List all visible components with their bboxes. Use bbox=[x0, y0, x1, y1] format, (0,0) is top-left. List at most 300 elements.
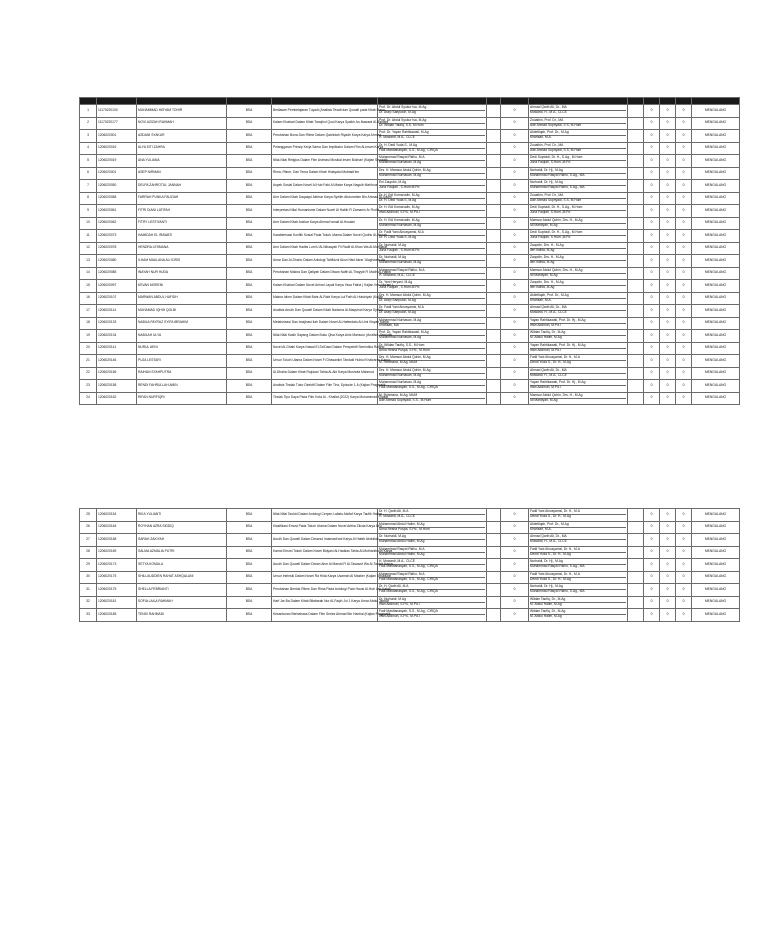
score-cell: 0 bbox=[644, 180, 660, 193]
supervisors-cell bbox=[378, 105, 487, 118]
examiner-1: Fadil Yani Ainusyamsi, Dr. H., M.A bbox=[530, 571, 580, 576]
blank-cell bbox=[487, 559, 501, 572]
blank-cell bbox=[628, 609, 644, 622]
thesis-title: Aspek Sosial Dalam Novel Al Hub Fabi Al Matar Karya Naguib Mahfouz bbox=[272, 180, 378, 193]
student-id: 1206020141 bbox=[97, 342, 137, 355]
examiner-2: Ade Ahmad Supriyadi, S.S, M.Hum bbox=[530, 123, 626, 128]
supervisors-cell bbox=[378, 230, 487, 243]
score-cell: 0 bbox=[644, 192, 660, 205]
supervisors-cell bbox=[378, 546, 487, 559]
table-row bbox=[80, 267, 740, 280]
examiner-1: Fadil Yani Ainusyamsi, Dr. H., M.A bbox=[530, 355, 580, 360]
row-number: 20 bbox=[80, 342, 97, 355]
supervisors-cell bbox=[378, 521, 487, 534]
blank-cell bbox=[487, 192, 501, 205]
score-cell: 0 bbox=[644, 205, 660, 218]
supervisors-cell bbox=[378, 267, 487, 280]
student-id: 1206020019 bbox=[97, 155, 137, 168]
study-program: BSA bbox=[227, 305, 272, 318]
score-cell: 0 bbox=[660, 546, 676, 559]
score-cell: 0 bbox=[676, 546, 692, 559]
table-row bbox=[80, 342, 740, 355]
score-cell: 0 bbox=[660, 330, 676, 343]
blank-cell bbox=[628, 167, 644, 180]
student-id: 1206020169 bbox=[97, 546, 137, 559]
supervisor-1: Dr. H. Qarib Ali, M.A bbox=[379, 509, 409, 514]
score-cell: 0 bbox=[660, 609, 676, 622]
blank-cell bbox=[628, 142, 644, 155]
score-cell: 0 bbox=[644, 117, 660, 130]
score-cell: 0 bbox=[660, 180, 676, 193]
student-name: FARRAH PUNKA FAUZIAH bbox=[137, 192, 227, 205]
table-row bbox=[80, 117, 740, 130]
row-number: 4 bbox=[80, 142, 97, 155]
table-row bbox=[80, 192, 740, 205]
status-cell: MENGULANG bbox=[692, 305, 740, 318]
status-cell: MENGULANG bbox=[692, 571, 740, 584]
examiner-2: Idi Mardiyah, M.Ag bbox=[530, 398, 626, 403]
examiners-cell bbox=[529, 292, 628, 305]
student-id: 1206020162 bbox=[97, 392, 137, 405]
study-program: BSA bbox=[227, 117, 272, 130]
score-cell: 0 bbox=[660, 280, 676, 293]
score-cell: 0 bbox=[644, 342, 660, 355]
thesis-title: Pelanggaran Prinsip Kerja Sama Dan Implikatur Dalam Film Al-Imam Karya bbox=[272, 142, 378, 155]
student-name: SOFIA LAILA RAHMAH bbox=[137, 596, 227, 609]
score-cell: 0 bbox=[676, 380, 692, 393]
student-name: NABILAH ULYA bbox=[137, 330, 227, 343]
supervisors-cell bbox=[378, 242, 487, 255]
score-cell: 0 bbox=[501, 380, 529, 393]
row-number: 24 bbox=[80, 392, 97, 405]
study-program: BSA bbox=[227, 230, 272, 243]
supervisor-2: Dr. H. Dedi Yuda S, M.Ag bbox=[379, 235, 485, 240]
row-number: 1 bbox=[80, 105, 97, 118]
examiners-cell bbox=[529, 521, 628, 534]
supervisors-cell bbox=[378, 317, 487, 330]
examiners-cell bbox=[529, 380, 628, 393]
blank-cell bbox=[628, 267, 644, 280]
thesis-title: Novel Al-Ghabi Karya Nawal El-Sa'Dawi Dalam Perspektif Semiotika Roland bbox=[272, 342, 378, 355]
row-number: 30 bbox=[80, 571, 97, 584]
study-program: BSA bbox=[227, 392, 272, 405]
score-cell: 0 bbox=[501, 142, 529, 155]
blank-cell bbox=[628, 317, 644, 330]
score-cell: 0 bbox=[660, 596, 676, 609]
student-id: 1206020097 bbox=[97, 280, 137, 293]
blank-cell bbox=[487, 342, 501, 355]
study-program: BSA bbox=[227, 105, 272, 118]
blank-cell bbox=[628, 534, 644, 547]
student-id: 1206020001 bbox=[97, 130, 137, 143]
student-id: 1206020154 bbox=[97, 509, 137, 522]
thesis-title: Unsur Tokoh Utama Dalam Novel Fi Dhasanikri Tandaki Hublul Khaizaran Karya bbox=[272, 355, 378, 368]
supervisor-1: Prof. Dr. Abdul Syukur Isa, M.Ag bbox=[379, 117, 427, 122]
examiners-cell bbox=[529, 342, 628, 355]
supervisors-cell bbox=[378, 596, 487, 609]
table-row bbox=[80, 230, 740, 243]
status-cell: MENGULANG bbox=[692, 609, 740, 622]
study-program: BSA bbox=[227, 255, 272, 268]
thesis-title: Analisis Arudh Dan Qowafi Dalam Kitab Nadzma Al-Maqshud Karya Syeikh bbox=[272, 305, 378, 318]
blank-cell bbox=[628, 521, 644, 534]
blank-cell bbox=[628, 305, 644, 318]
score-cell: 0 bbox=[501, 392, 529, 405]
score-cell: 0 bbox=[644, 130, 660, 143]
score-cell: 0 bbox=[676, 355, 692, 368]
row-number: 9 bbox=[80, 205, 97, 218]
student-id: 1206020016 bbox=[97, 142, 137, 155]
score-cell: 0 bbox=[660, 142, 676, 155]
student-name: RIFAN NURFIQRI bbox=[137, 392, 227, 405]
blank-cell bbox=[628, 180, 644, 193]
score-cell: 0 bbox=[501, 167, 529, 180]
score-cell: 0 bbox=[676, 521, 692, 534]
student-name: ROYHAN AZRA SIDDIQ bbox=[137, 521, 227, 534]
blank-cell bbox=[487, 596, 501, 609]
examiner-1: Wildan Taufiq, Dr., M.Ag bbox=[530, 330, 566, 335]
row-number: 27 bbox=[80, 534, 97, 547]
supervisors-cell bbox=[378, 130, 487, 143]
examiners-cell bbox=[529, 509, 628, 522]
examiner-2: Dendi Yuda S., Dr. H., M.Ag bbox=[530, 514, 626, 519]
student-id: 1206020164 bbox=[97, 521, 137, 534]
supervisor-1: Dr. H. Dedi Yuda S., M.Ag bbox=[379, 142, 418, 147]
study-program: BSA bbox=[227, 267, 272, 280]
score-cell: 0 bbox=[644, 571, 660, 584]
supervisors-cell bbox=[378, 205, 487, 218]
score-cell: 0 bbox=[676, 392, 692, 405]
score-cell: 0 bbox=[676, 330, 692, 343]
supervisor-2: Fadi Mardianasyah, S.S., M.Ag., CIRQA bbox=[379, 589, 485, 594]
blank-cell bbox=[487, 609, 501, 622]
blank-cell bbox=[628, 105, 644, 118]
supervisor-1: Dr. H. Qarib Ali, M.A bbox=[379, 584, 409, 589]
examiners-cell bbox=[529, 280, 628, 293]
supervisor-2: Muhammad Abdul Halim, M.Ag bbox=[379, 539, 485, 544]
supervisor-1: Prof. Dr. Yayan Rahtikawati, M.Ag bbox=[379, 130, 429, 135]
examiner-1: Ahmad Qarib Ali, Dr., MA bbox=[530, 105, 567, 110]
score-cell: 0 bbox=[660, 559, 676, 572]
status-cell: MENGULANG bbox=[692, 130, 740, 143]
blank-cell bbox=[487, 167, 501, 180]
score-cell: 0 bbox=[660, 342, 676, 355]
student-id: 1206020001 bbox=[97, 167, 137, 180]
status-cell: MENGULANG bbox=[692, 155, 740, 168]
schedule-table-top bbox=[79, 97, 740, 405]
examiners-cell bbox=[529, 571, 628, 584]
blank-cell bbox=[628, 117, 644, 130]
supervisor-1: Drs. H. Mamsur Abdul Qohin, M.Ag bbox=[379, 367, 431, 372]
student-name: ALYA SITI ZAHRA bbox=[137, 142, 227, 155]
blank-cell bbox=[628, 155, 644, 168]
student-name: DELPA ZAHROTUL JANNAH bbox=[137, 180, 227, 193]
score-cell: 0 bbox=[676, 305, 692, 318]
supervisors-cell bbox=[378, 217, 487, 230]
supervisor-1: Prof. Dr. Abdul Syukur Isa, M.Ag bbox=[379, 105, 427, 110]
score-cell: 0 bbox=[501, 317, 529, 330]
score-cell: 0 bbox=[644, 380, 660, 393]
score-cell: 0 bbox=[501, 230, 529, 243]
score-cell: 0 bbox=[644, 167, 660, 180]
student-id: 1206020073 bbox=[97, 230, 137, 243]
score-cell: 0 bbox=[676, 342, 692, 355]
student-id: 1206020173 bbox=[97, 559, 137, 572]
score-cell: 0 bbox=[676, 609, 692, 622]
score-cell: 0 bbox=[660, 192, 676, 205]
status-cell: MENGULANG bbox=[692, 142, 740, 155]
status-cell: MENGULANG bbox=[692, 380, 740, 393]
blank-cell bbox=[487, 355, 501, 368]
score-cell: 0 bbox=[676, 192, 692, 205]
study-program: BSA bbox=[227, 609, 272, 622]
examiner-1: Nurhaidi, Dr. Hj., M.Ag bbox=[530, 167, 563, 172]
score-cell: 0 bbox=[660, 230, 676, 243]
study-program: BSA bbox=[227, 192, 272, 205]
examiner-2: Kharisah, M.A. bbox=[530, 135, 626, 140]
score-cell: 0 bbox=[501, 280, 529, 293]
examiner-1: Zouaibin, Prof. Dr., MA bbox=[530, 117, 564, 122]
supervisors-cell bbox=[378, 292, 487, 305]
score-cell: 0 bbox=[676, 534, 692, 547]
score-cell: 0 bbox=[501, 521, 529, 534]
study-program: BSA bbox=[227, 317, 272, 330]
score-cell: 0 bbox=[644, 559, 660, 572]
examiner-2: Irfan Addinuh, M.Pd.I bbox=[530, 348, 626, 353]
student-id: 1206020156 bbox=[97, 367, 137, 380]
student-id: 1206020062 bbox=[97, 217, 137, 230]
blank-cell bbox=[628, 192, 644, 205]
supervisors-cell bbox=[378, 584, 487, 597]
score-cell: 0 bbox=[644, 392, 660, 405]
supervisor-1: Dr. Yeni Heryani, M.Ag bbox=[379, 280, 413, 285]
blank-cell bbox=[487, 180, 501, 193]
score-cell: 0 bbox=[660, 509, 676, 522]
examiner-2: Kharisah, M.A. bbox=[530, 527, 626, 532]
student-id: 1206020175 bbox=[97, 571, 137, 584]
thesis-title: Karakterisasi Konflik Sosial Pada Tokoh Utama Dalam Novel Qodhu Al-Jinnah bbox=[272, 230, 378, 243]
blank-cell bbox=[487, 280, 501, 293]
student-name: SHILLAUDDIEN RAHAT ASHQALANI bbox=[137, 571, 227, 584]
thesis-title: Klasifikasi Emosi Pada Tokoh Utama Dalam Novel Aritha Zikola Karya Abu bbox=[272, 521, 378, 534]
examiner-2: Juna Faujiah, S.Hum.,M.Pd bbox=[530, 235, 626, 240]
examiners-cell bbox=[529, 192, 628, 205]
blank-cell bbox=[487, 242, 501, 255]
supervisor-1: Eni Zaupdin, M.Ag bbox=[379, 180, 407, 185]
study-program: BSA bbox=[227, 559, 272, 572]
blank-cell bbox=[628, 596, 644, 609]
score-cell: 0 bbox=[501, 105, 529, 118]
blank-cell bbox=[487, 521, 501, 534]
blank-cell bbox=[628, 217, 644, 230]
thesis-title: Kamoi Emosi Tokoh Dalam Novel Bidyani Al-Haddas Tahta Al-Mothanthoah Karya bbox=[272, 546, 378, 559]
status-cell: MENGULANG bbox=[692, 355, 740, 368]
blank-cell bbox=[487, 217, 501, 230]
table-row bbox=[80, 392, 740, 405]
score-cell: 0 bbox=[644, 330, 660, 343]
examiner-1: Mamsur Abdul Qohin, Drs. H., M.Ag bbox=[530, 267, 583, 272]
thesis-title: Rima, Ritme, Dan Tema Dalam Kitab Hidayatul Mubtadi'ien bbox=[272, 167, 378, 180]
study-program: BSA bbox=[227, 205, 272, 218]
status-cell: MENGULANG bbox=[692, 546, 740, 559]
examiners-cell bbox=[529, 367, 628, 380]
examiner-2: Ade Ahmad Supriyadi, S.S, M.Hum bbox=[530, 148, 626, 153]
examiner-1: Fadil Yani Ainusyamsi, Dr. H., M.A bbox=[530, 509, 580, 514]
student-name: KEVAN MORENI bbox=[137, 280, 227, 293]
blank-cell bbox=[487, 267, 501, 280]
score-cell: 0 bbox=[501, 367, 529, 380]
score-cell: 0 bbox=[501, 571, 529, 584]
examiner-2: Dendi Yuda S., Dr. H., M.Ag bbox=[530, 577, 626, 582]
student-id: 1206020158 bbox=[97, 380, 137, 393]
supervisor-1: Muhammad Nurhasan, M.Ag bbox=[379, 317, 422, 322]
status-cell: MENGULANG bbox=[692, 342, 740, 355]
blank-cell bbox=[487, 130, 501, 143]
score-cell: 0 bbox=[660, 534, 676, 547]
supervisors-cell bbox=[378, 609, 487, 622]
status-cell: MENGULANG bbox=[692, 596, 740, 609]
status-cell: MENGULANG bbox=[692, 330, 740, 343]
row-number: 19 bbox=[80, 330, 97, 343]
study-program: BSA bbox=[227, 280, 272, 293]
row-number: 31 bbox=[80, 584, 97, 597]
supervisor-2: Irfan Addinuh, S.Pd., M.Pd.I bbox=[379, 210, 485, 215]
student-id: 1206020181 bbox=[97, 596, 137, 609]
examiner-1: Ahmad Qarib Ali, Dr., MA bbox=[530, 367, 567, 372]
score-cell: 0 bbox=[660, 155, 676, 168]
examiner-1: Aktieltiqah, Prof. Dr., M.Ag bbox=[530, 130, 569, 135]
supervisors-cell bbox=[378, 142, 487, 155]
supervisor-2: Irfan Addinuh, S.Pd., M.Pd.I bbox=[379, 614, 485, 619]
score-cell: 0 bbox=[644, 609, 660, 622]
thesis-title: Metaforisasi Dan Imajinasi Ilah Dalam Novel Al-Hafeedatu Al-Umi Kisyah Karya bbox=[272, 317, 378, 330]
score-cell: 0 bbox=[660, 130, 676, 143]
status-cell: MENGULANG bbox=[692, 105, 740, 118]
score-cell: 0 bbox=[676, 230, 692, 243]
supervisor-2: Dr. Asep Saepuloh, M.Ag bbox=[379, 298, 485, 303]
examiner-1: Yayan Rahtikawati, Prof. Dr. Hj., M.Ag bbox=[530, 317, 586, 322]
row-number: 15 bbox=[80, 280, 97, 293]
examiners-cell bbox=[529, 559, 628, 572]
row-number: 10 bbox=[80, 217, 97, 230]
examiner-2: Muwardi, H., M.A., CLCE bbox=[530, 310, 626, 315]
table-row bbox=[80, 521, 740, 534]
score-cell: 0 bbox=[644, 230, 660, 243]
examiner-1: Dedi Supriadi, Dr. H., S.Ag., M.Hum bbox=[530, 205, 583, 210]
supervisor-2: Fadi Mardianasyah, S.S., M.Ag., CIRQA bbox=[379, 385, 485, 390]
status-cell: MENGULANG bbox=[692, 217, 740, 230]
row-number: 29 bbox=[80, 559, 97, 572]
examiners-cell bbox=[529, 205, 628, 218]
thesis-title: Perubahan Makna Dan Qafiyah Dalam Diwan Nafih Al-Thayyib Fi Madh Al-Habib bbox=[272, 267, 378, 280]
score-cell: 0 bbox=[644, 355, 660, 368]
score-cell: 0 bbox=[660, 267, 676, 280]
examiner-2: Irfan Addinuh, M.Pd.I bbox=[530, 385, 626, 390]
student-id: 1206020080 bbox=[97, 255, 137, 268]
examiner-2: M. Abdul Halim, M.Ag bbox=[530, 335, 626, 340]
examiner-1: Zaupdin, Drs. H., M.Ag bbox=[530, 255, 564, 260]
student-id: 1206020085 bbox=[97, 267, 137, 280]
examiners-cell bbox=[529, 117, 628, 130]
supervisor-2: Muhammad Nurhasan, M.Ag bbox=[379, 260, 485, 265]
table-row bbox=[80, 367, 740, 380]
student-name: SARAH ZAKIYAH bbox=[137, 534, 227, 547]
blank-cell bbox=[628, 380, 644, 393]
student-name: MARWAN ABDUL HAFIDH bbox=[137, 292, 227, 305]
score-cell: 0 bbox=[676, 280, 692, 293]
status-cell: MENGULANG bbox=[692, 230, 740, 243]
supervisor-2: Fadi Mardianasyah, S.S., M.Ag., CIRQA bbox=[379, 148, 485, 153]
score-cell: 0 bbox=[501, 255, 529, 268]
row-number: 26 bbox=[80, 521, 97, 534]
blank-cell bbox=[628, 205, 644, 218]
examiner-2: M. Abdul Halim, M.Ag bbox=[530, 602, 626, 607]
examiner-2: Idi Mardiyah, M.Ag bbox=[530, 273, 626, 278]
supervisors-cell bbox=[378, 392, 487, 405]
table-row bbox=[80, 142, 740, 155]
examiners-cell bbox=[529, 167, 628, 180]
student-id: 1206020134 bbox=[97, 330, 137, 343]
study-program: BSA bbox=[227, 155, 272, 168]
score-cell: 0 bbox=[501, 242, 529, 255]
thesis-title: Amr Dalam Kitab Daqaiqul Akhbar Karya Syeikh Abdurrahim Bin Ahmad Al-Qadhi bbox=[272, 192, 378, 205]
examiners-cell bbox=[529, 217, 628, 230]
supervisor-1: Drs. H. Mamsur Abdul Qohin, M.Ag bbox=[379, 167, 431, 172]
examiners-cell bbox=[529, 596, 628, 609]
examiners-cell bbox=[529, 609, 628, 622]
thesis-title: Amar Dan Al-Dhaho Dalam Antologi Tahfidzul Akun Nisit Akrar 'Alaghzatin Ab bbox=[272, 255, 378, 268]
supervisor-1: H. Muwardi, M.A., CLCE bbox=[379, 559, 415, 564]
supervisor-2: Muhammad Abdul Halim, M.Ag bbox=[379, 552, 485, 557]
table-row bbox=[80, 596, 740, 609]
examiner-1: Aktieltiqah, Prof. Dr., M.Ag bbox=[530, 521, 569, 526]
blank-cell bbox=[628, 392, 644, 405]
status-cell: MENGULANG bbox=[692, 317, 740, 330]
examiners-cell bbox=[529, 242, 628, 255]
score-cell: 0 bbox=[644, 255, 660, 268]
supervisor-1: Dr. Nurhaidi, M.Ag bbox=[379, 255, 406, 260]
supervisor-1: Drs. H. Mamsur Abdul Qohin, M.Ag bbox=[379, 355, 431, 360]
table-row bbox=[80, 559, 740, 572]
examiner-1: Wildan Taufiq, Dr., M.Ag bbox=[530, 596, 566, 601]
student-name: SHELLA FEBRIANTI bbox=[137, 584, 227, 597]
blank-cell bbox=[628, 571, 644, 584]
blank-cell bbox=[487, 546, 501, 559]
score-cell: 0 bbox=[676, 317, 692, 330]
student-id: 1206020146 bbox=[97, 355, 137, 368]
blank-cell bbox=[487, 330, 501, 343]
score-cell: 0 bbox=[644, 105, 660, 118]
score-cell: 0 bbox=[676, 571, 692, 584]
supervisors-cell bbox=[378, 255, 487, 268]
supervisor-1: Dr. H. Edi Komarudin, M.Ag bbox=[379, 192, 420, 197]
study-program: BSA bbox=[227, 355, 272, 368]
status-cell: MENGULANG bbox=[692, 255, 740, 268]
student-id: 1206020114 bbox=[97, 305, 137, 318]
student-name: NOVI AZIZAH RAHMAH bbox=[137, 117, 227, 130]
row-number: 16 bbox=[80, 292, 97, 305]
thesis-title: Kesantunan Berbahasa Dalam Film Series Ahmad Bin Hanbal (Kajian Pragmatik bbox=[272, 609, 378, 622]
study-program: BSA bbox=[227, 584, 272, 597]
supervisors-cell bbox=[378, 117, 487, 130]
score-cell: 0 bbox=[676, 255, 692, 268]
supervisor-1: Muhammad Rasyid Ridho, M.A bbox=[379, 267, 425, 272]
score-cell: 0 bbox=[501, 292, 529, 305]
student-id: 11170220177 bbox=[97, 117, 137, 130]
student-id: 1206020078 bbox=[97, 242, 137, 255]
table-row bbox=[80, 105, 740, 118]
row-number: 23 bbox=[80, 380, 97, 393]
